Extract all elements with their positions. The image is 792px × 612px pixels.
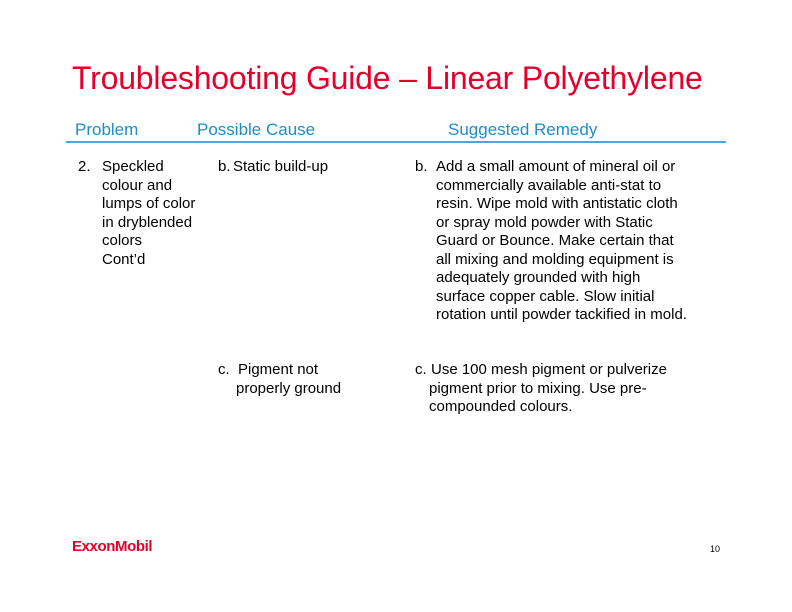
remedy-line: surface copper cable. Slow initial [436,287,655,305]
slide-title: Troubleshooting Guide – Linear Polyethylene [72,60,703,96]
remedy-line: all mixing and molding equipment is [436,250,674,268]
remedy-line: Add a small amount of mineral oil or [436,158,676,175]
cause-line: Pigment not [238,361,319,378]
remedy-line: adequately grounded with high [436,269,641,286]
remedy-line: resin. Wipe mold with antistatic cloth [436,195,678,212]
header-divider [66,141,726,143]
column-header-cause: Possible Cause [197,120,316,139]
cause-marker: b. [218,158,231,175]
remedy-line: compounded colours. [429,398,573,415]
column-header-problem: Problem [75,120,139,139]
remedy-line: or spray mold powder with Static [436,213,653,231]
problem-line: in dryblended [102,213,193,231]
problem-line: Speckled [102,158,164,175]
exxonmobil-logo: ExxonMobil [72,538,153,555]
problem-line: lumps of color [102,195,196,212]
remedy-marker: c. [415,361,427,378]
remedy-line: Use 100 mesh pigment or pulverize [431,361,667,378]
problem-line: colour and [102,176,173,194]
remedy-line: rotation until powder tackified in mold. [436,306,687,323]
problem-line: colors [102,232,143,249]
cause-line: Static build-up [233,158,329,175]
page-number: 10 [710,544,721,554]
problem-line: Cont’d [102,250,146,268]
cause-marker: c. [218,361,230,378]
remedy-marker: b. [415,158,428,175]
cause-line: properly ground [236,379,342,397]
remedy-line: commercially available anti-stat to [436,176,662,194]
problem-number: 2. [78,158,91,175]
remedy-line: pigment prior to mixing. Use pre- [429,379,647,397]
column-header-remedy: Suggested Remedy [448,120,598,139]
remedy-line: Guard or Bounce. Make certain that [436,232,674,249]
